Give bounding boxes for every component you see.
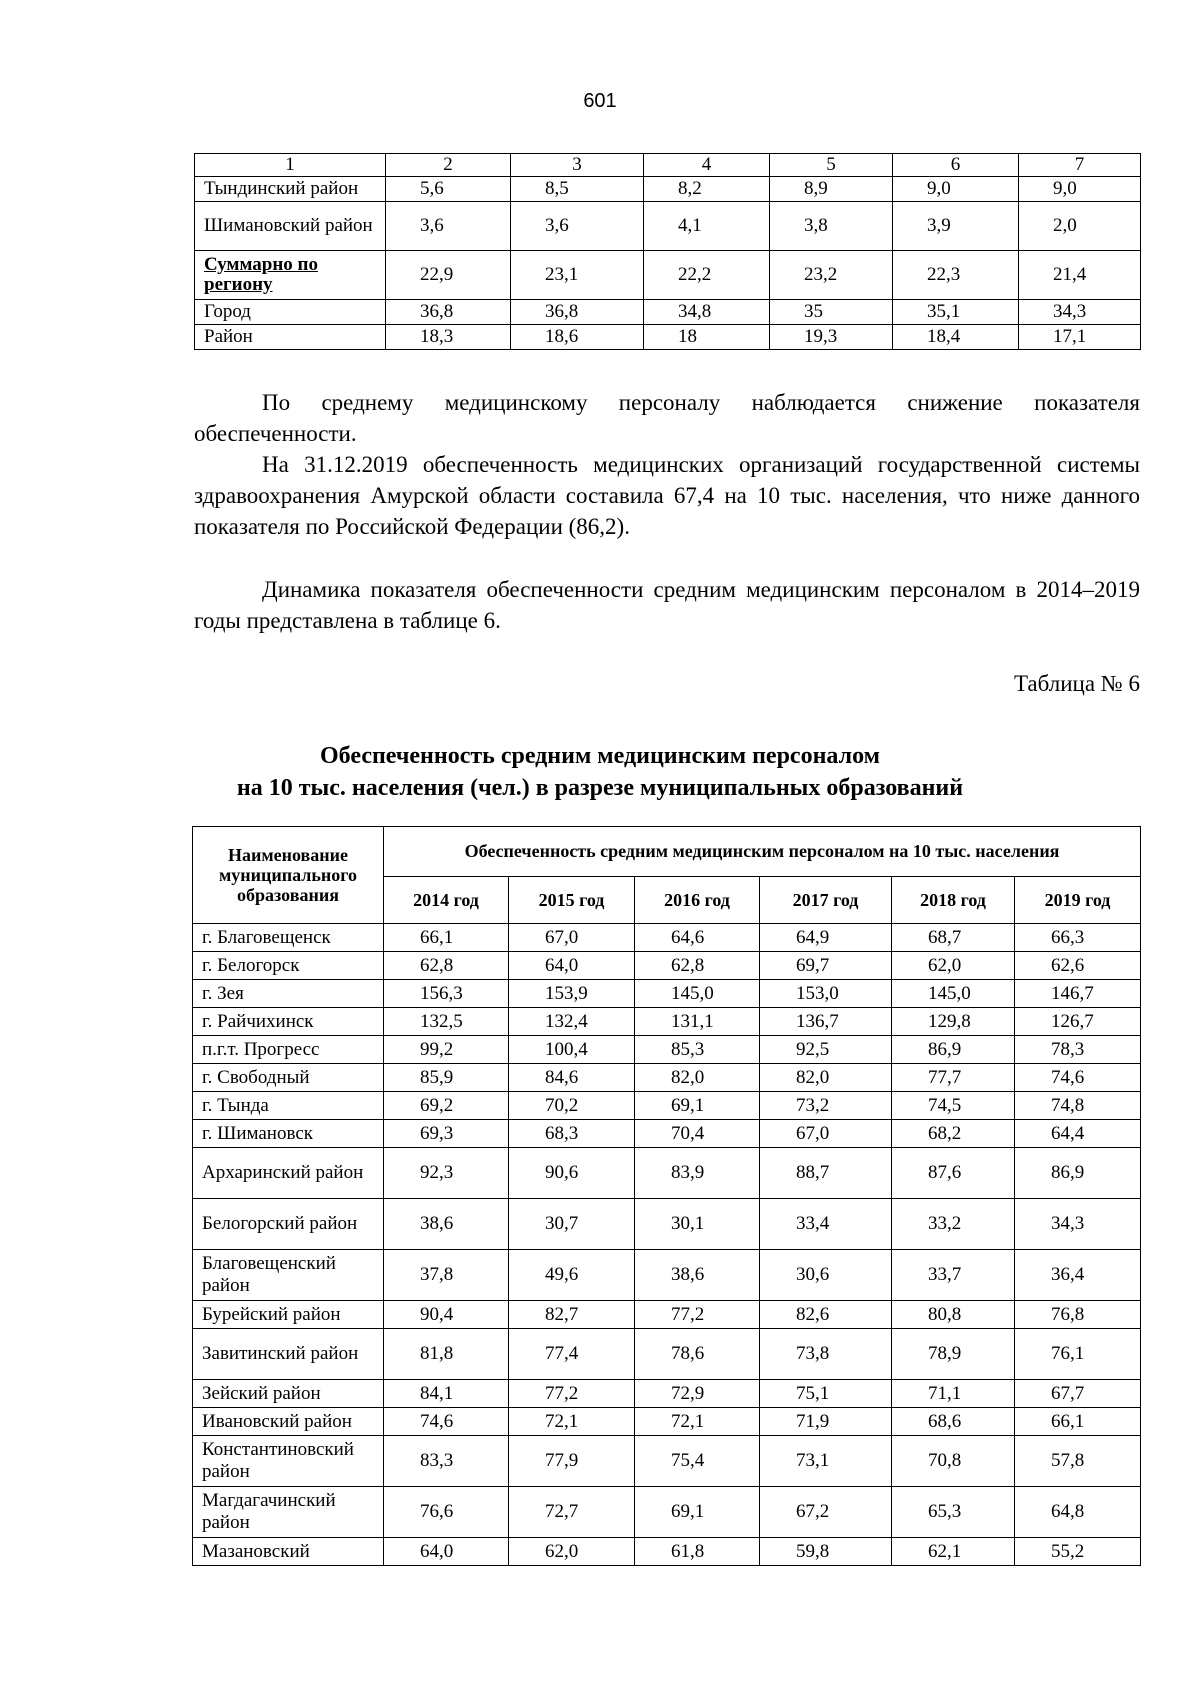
cell-value: 70,8	[892, 1436, 1015, 1487]
cell-value: 131,1	[635, 1008, 760, 1036]
cell-value: 76,1	[1015, 1329, 1141, 1380]
cell-value: 72,7	[509, 1487, 635, 1538]
cell-value: 36,8	[386, 300, 511, 325]
cell-value: 62,8	[384, 952, 509, 980]
municipality-name: г. Тында	[193, 1092, 384, 1120]
column-number: 3	[511, 154, 644, 177]
row-name: Шимановский район	[195, 202, 386, 251]
municipality-name: г. Райчихинск	[193, 1008, 384, 1036]
cell-value: 8,9	[770, 177, 893, 202]
paragraph-text: Динамика показателя обеспеченности средним медицинским персоналом в 2014–2019 годы представлена в таблице 6.	[194, 577, 1140, 633]
table-row	[193, 924, 1141, 952]
municipality-name: Бурейский район	[193, 1301, 384, 1329]
table-row	[193, 1301, 1141, 1329]
cell-value: 99,2	[384, 1036, 509, 1064]
table-row	[193, 1120, 1141, 1148]
municipality-name: Зейский район	[193, 1380, 384, 1408]
year-header: 2018 год	[892, 876, 1015, 924]
cell-value: 82,6	[760, 1301, 892, 1329]
cell-value: 33,2	[892, 1199, 1015, 1250]
cell-value: 78,9	[892, 1329, 1015, 1380]
municipality-name: Белогорский район	[193, 1199, 384, 1250]
table-header-row	[193, 827, 1141, 877]
cell-value: 69,2	[384, 1092, 509, 1120]
cell-value: 70,4	[635, 1120, 760, 1148]
table-row	[193, 1329, 1141, 1380]
cell-value: 64,8	[1015, 1487, 1141, 1538]
cell-value: 71,1	[892, 1380, 1015, 1408]
cell-value: 33,7	[892, 1250, 1015, 1301]
cell-value: 62,0	[892, 952, 1015, 980]
caption-line: на 10 тыс. населения (чел.) в разрезе муниципальных образований	[236, 775, 964, 801]
table-row	[193, 1380, 1141, 1408]
cell-value: 74,6	[384, 1408, 509, 1436]
cell-value: 153,9	[509, 980, 635, 1008]
cell-value: 3,8	[770, 202, 893, 251]
table-row	[193, 1408, 1141, 1436]
row-name: Тындинский район	[195, 177, 386, 202]
municipality-name: Магдагачинский район	[193, 1487, 384, 1538]
cell-value: 33,4	[760, 1199, 892, 1250]
cell-value: 132,5	[384, 1008, 509, 1036]
table-row	[193, 1199, 1141, 1250]
cell-value: 36,8	[511, 300, 644, 325]
column-number: 1	[195, 154, 386, 177]
year-header: 2016 год	[635, 876, 760, 924]
paragraph-text: На 31.12.2019 обеспеченность медицинских организаций государственной системы здравоохранения Амурской области составила 67,4 на 10 тыс. населения, что ниже данного показателя по Российской Федерации (86,2).	[194, 452, 1140, 539]
cell-value: 59,8	[760, 1538, 892, 1566]
cell-value: 22,3	[893, 251, 1019, 300]
cell-value: 4,1	[644, 202, 770, 251]
table-row	[193, 952, 1141, 980]
cell-value: 66,3	[1015, 924, 1141, 952]
cell-value: 9,0	[893, 177, 1019, 202]
cell-value: 100,4	[509, 1036, 635, 1064]
cell-value: 68,6	[892, 1408, 1015, 1436]
table-row	[193, 1487, 1141, 1538]
row-name: Суммарно по региону	[195, 251, 386, 300]
cell-value: 80,8	[892, 1301, 1015, 1329]
cell-value: 77,9	[509, 1436, 635, 1487]
caption-line: Обеспеченность средним медицинским персоналом	[320, 743, 880, 769]
cell-value: 36,4	[1015, 1250, 1141, 1301]
cell-value: 64,6	[635, 924, 760, 952]
cell-value: 73,2	[760, 1092, 892, 1120]
cell-value: 5,6	[386, 177, 511, 202]
cell-value: 84,1	[384, 1380, 509, 1408]
cell-value: 83,9	[635, 1148, 760, 1199]
cell-value: 22,2	[644, 251, 770, 300]
cell-value: 74,6	[1015, 1064, 1141, 1092]
cell-value: 66,1	[384, 924, 509, 952]
cell-value: 77,4	[509, 1329, 635, 1380]
cell-value: 57,8	[1015, 1436, 1141, 1487]
cell-value: 92,5	[760, 1036, 892, 1064]
cell-value: 37,8	[384, 1250, 509, 1301]
cell-value: 34,8	[644, 300, 770, 325]
cell-value: 34,3	[1019, 300, 1141, 325]
cell-value: 75,1	[760, 1380, 892, 1408]
cell-value: 38,6	[384, 1199, 509, 1250]
cell-value: 18,3	[386, 325, 511, 350]
cell-value: 69,7	[760, 952, 892, 980]
cell-value: 153,0	[760, 980, 892, 1008]
municipality-name: г. Зея	[193, 980, 384, 1008]
year-header: 2015 год	[509, 876, 635, 924]
cell-value: 38,6	[635, 1250, 760, 1301]
cell-value: 72,9	[635, 1380, 760, 1408]
municipality-name: г. Шимановск	[193, 1120, 384, 1148]
year-header: 2017 год	[760, 876, 892, 924]
cell-value: 64,0	[509, 952, 635, 980]
cell-value: 67,0	[760, 1120, 892, 1148]
cell-value: 65,3	[892, 1487, 1015, 1538]
cell-value: 17,1	[1019, 325, 1141, 350]
cell-value: 87,6	[892, 1148, 1015, 1199]
cell-value: 55,2	[1015, 1538, 1141, 1566]
cell-value: 145,0	[892, 980, 1015, 1008]
cell-value: 30,1	[635, 1199, 760, 1250]
table-row	[193, 1036, 1141, 1064]
cell-value: 3,9	[893, 202, 1019, 251]
cell-value: 30,7	[509, 1199, 635, 1250]
table-row	[193, 1250, 1141, 1301]
cell-value: 129,8	[892, 1008, 1015, 1036]
table-row	[193, 980, 1141, 1008]
cell-value: 92,3	[384, 1148, 509, 1199]
cell-value: 81,8	[384, 1329, 509, 1380]
cell-value: 35	[770, 300, 893, 325]
cell-value: 69,3	[384, 1120, 509, 1148]
table-row	[195, 325, 1141, 350]
cell-value: 68,2	[892, 1120, 1015, 1148]
cell-value: 67,7	[1015, 1380, 1141, 1408]
column-number: 2	[386, 154, 511, 177]
paragraph	[194, 387, 1140, 449]
cell-value: 2,0	[1019, 202, 1141, 251]
cell-value: 3,6	[511, 202, 644, 251]
cell-value: 85,9	[384, 1064, 509, 1092]
cell-value: 78,6	[635, 1329, 760, 1380]
paragraph	[194, 449, 1140, 542]
table-row	[195, 300, 1141, 325]
cell-value: 73,1	[760, 1436, 892, 1487]
table-row-total	[195, 251, 1141, 300]
cell-value: 67,0	[509, 924, 635, 952]
year-header: 2014 год	[384, 876, 509, 924]
cell-value: 69,1	[635, 1092, 760, 1120]
municipality-name: Мазановский	[193, 1538, 384, 1566]
cell-value: 22,9	[386, 251, 511, 300]
cell-value: 76,6	[384, 1487, 509, 1538]
table-row	[193, 1538, 1141, 1566]
cell-value: 82,7	[509, 1301, 635, 1329]
table-row	[195, 177, 1141, 202]
cell-value: 49,6	[509, 1250, 635, 1301]
cell-value: 72,1	[635, 1408, 760, 1436]
cell-value: 68,7	[892, 924, 1015, 952]
cell-value: 77,7	[892, 1064, 1015, 1092]
cell-value: 156,3	[384, 980, 509, 1008]
column-number: 7	[1019, 154, 1141, 177]
table-caption	[0, 740, 1200, 804]
cell-value: 132,4	[509, 1008, 635, 1036]
cell-value: 8,5	[511, 177, 644, 202]
table-row	[193, 1148, 1141, 1199]
name-column-header: Наименование муниципального образования	[193, 827, 384, 924]
column-number: 4	[644, 154, 770, 177]
cell-value: 146,7	[1015, 980, 1141, 1008]
cell-value: 3,6	[386, 202, 511, 251]
cell-value: 18	[644, 325, 770, 350]
table-row	[193, 1008, 1141, 1036]
cell-value: 76,8	[1015, 1301, 1141, 1329]
cell-value: 84,6	[509, 1064, 635, 1092]
municipality-name: г. Белогорск	[193, 952, 384, 980]
cell-value: 71,9	[760, 1408, 892, 1436]
cell-value: 64,9	[760, 924, 892, 952]
cell-value: 62,1	[892, 1538, 1015, 1566]
municipality-name: г. Благовещенск	[193, 924, 384, 952]
cell-value: 64,4	[1015, 1120, 1141, 1148]
cell-value: 77,2	[509, 1380, 635, 1408]
cell-value: 23,2	[770, 251, 893, 300]
municipality-name: Завитинский район	[193, 1329, 384, 1380]
cell-value: 68,3	[509, 1120, 635, 1148]
cell-value: 19,3	[770, 325, 893, 350]
cell-value: 70,2	[509, 1092, 635, 1120]
cell-value: 66,1	[1015, 1408, 1141, 1436]
cell-value: 126,7	[1015, 1008, 1141, 1036]
municipality-name: г. Свободный	[193, 1064, 384, 1092]
cell-value: 145,0	[635, 980, 760, 1008]
table-row	[193, 1064, 1141, 1092]
cell-value: 21,4	[1019, 251, 1141, 300]
cell-value: 30,6	[760, 1250, 892, 1301]
row-name: Город	[195, 300, 386, 325]
cell-value: 73,8	[760, 1329, 892, 1380]
cell-value: 86,9	[1015, 1148, 1141, 1199]
year-header: 2019 год	[1015, 876, 1141, 924]
column-number: 6	[893, 154, 1019, 177]
cell-value: 69,1	[635, 1487, 760, 1538]
cell-value: 75,4	[635, 1436, 760, 1487]
column-number-row	[195, 154, 1141, 177]
cell-value: 77,2	[635, 1301, 760, 1329]
column-number: 5	[770, 154, 893, 177]
cell-value: 8,2	[644, 177, 770, 202]
cell-value: 74,8	[1015, 1092, 1141, 1120]
cell-value: 35,1	[893, 300, 1019, 325]
paragraph	[194, 574, 1140, 636]
cell-value: 82,0	[635, 1064, 760, 1092]
cell-value: 18,6	[511, 325, 644, 350]
cell-value: 136,7	[760, 1008, 892, 1036]
cell-value: 62,0	[509, 1538, 635, 1566]
table-6	[192, 826, 1141, 1566]
municipality-name: Архаринский район	[193, 1148, 384, 1199]
cell-value: 9,0	[1019, 177, 1141, 202]
cell-value: 61,8	[635, 1538, 760, 1566]
cell-value: 64,0	[384, 1538, 509, 1566]
cell-value: 83,3	[384, 1436, 509, 1487]
cell-value: 90,6	[509, 1148, 635, 1199]
cell-value: 62,8	[635, 952, 760, 980]
municipality-name: Благовещенский район	[193, 1250, 384, 1301]
cell-value: 88,7	[760, 1148, 892, 1199]
municipality-name: Константиновский район	[193, 1436, 384, 1487]
cell-value: 72,1	[509, 1408, 635, 1436]
cell-value: 82,0	[760, 1064, 892, 1092]
continuation-table	[194, 153, 1141, 350]
table-row	[195, 202, 1141, 251]
cell-value: 90,4	[384, 1301, 509, 1329]
municipality-name: п.г.т. Прогресс	[193, 1036, 384, 1064]
page-number: 601	[583, 90, 617, 112]
cell-value: 86,9	[892, 1036, 1015, 1064]
paragraph-text: По среднему медицинскому персоналу наблюдается снижение показателя обеспеченности.	[194, 390, 1140, 446]
cell-value: 78,3	[1015, 1036, 1141, 1064]
table-row	[193, 1436, 1141, 1487]
cell-value: 74,5	[892, 1092, 1015, 1120]
cell-value: 62,6	[1015, 952, 1141, 980]
table-row	[193, 1092, 1141, 1120]
table-label: Таблица № 6	[1013, 671, 1140, 696]
row-name: Район	[195, 325, 386, 350]
cell-value: 18,4	[893, 325, 1019, 350]
municipality-name: Ивановский район	[193, 1408, 384, 1436]
cell-value: 85,3	[635, 1036, 760, 1064]
group-header: Обеспеченность средним медицинским персоналом на 10 тыс. населения	[384, 827, 1141, 877]
cell-value: 34,3	[1015, 1199, 1141, 1250]
cell-value: 23,1	[511, 251, 644, 300]
cell-value: 67,2	[760, 1487, 892, 1538]
